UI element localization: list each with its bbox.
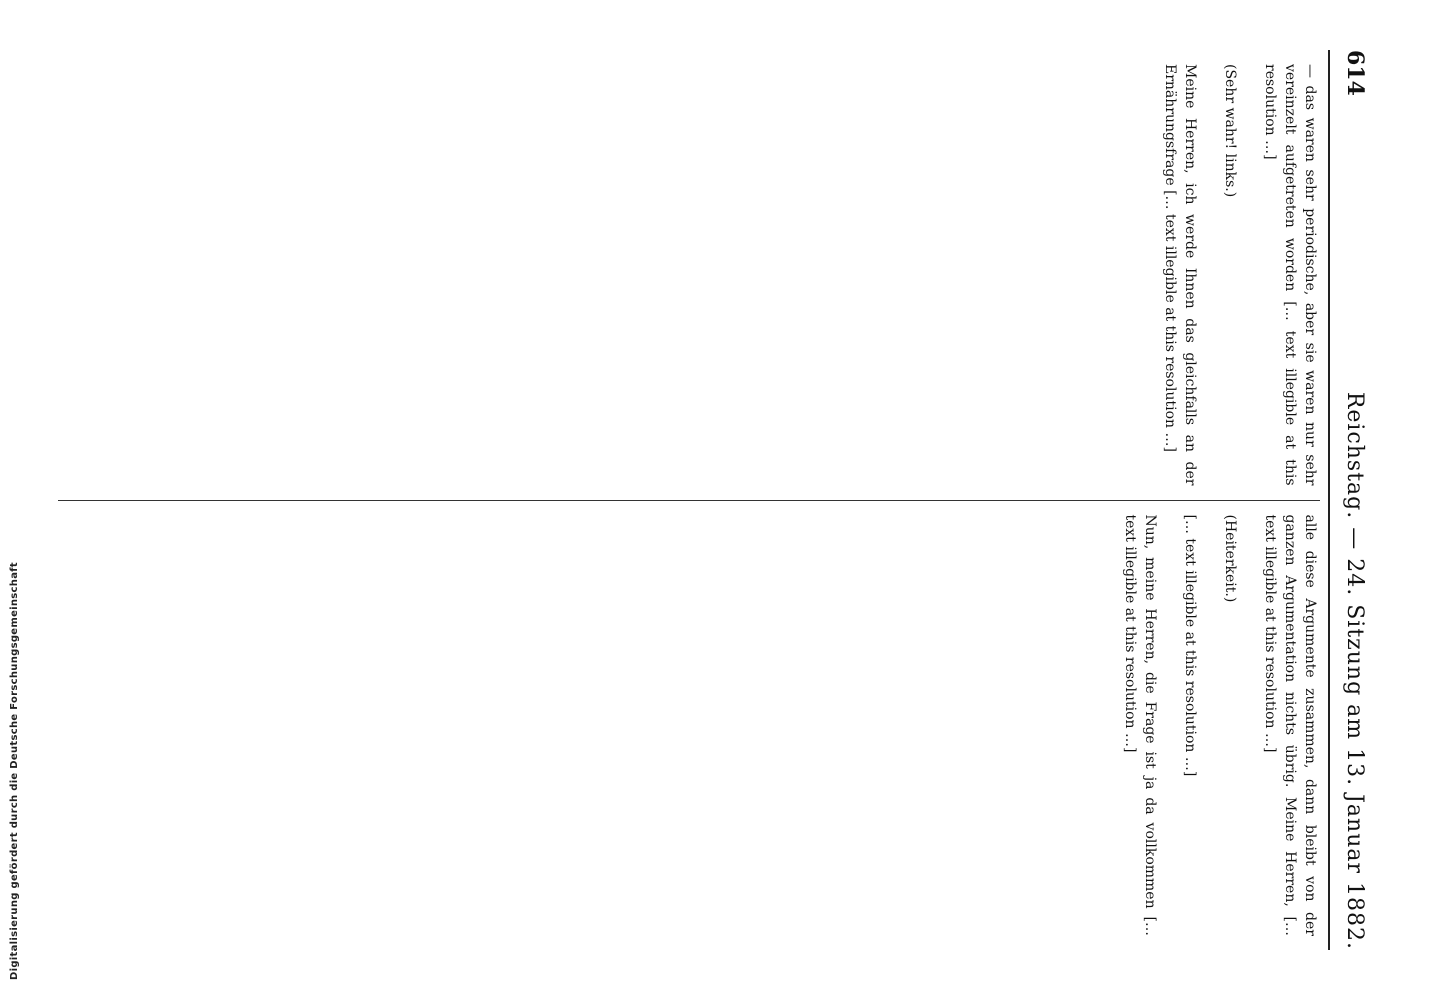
left-column: — das waren sehr periodische, aber sie waren nur sehr vereinzelt aufgetreten worden [… text illegible at this resolution …] (Sehr wahr! links.) Meine Herren, ich werde Ihnen das gleichfalls an der Ernährungsfrage [… text illegible at this resolution …] [1162, 64, 1318, 486]
text-columns [58, 50, 1320, 950]
page-header [1334, 50, 1368, 950]
digitization-credit [4, 20, 24, 980]
right-column: alle diese Argumente zusammen, dann bleibt von der ganzen Argumentation nichts übrig. Meine Herren, [… text illegible at this resolution …] (Heiterkeit.) [… text illegible at this resolution …] Nun, meine Herren, die Frage ist ja da vollkommen [… text illegible at this resolution …] [1122, 514, 1318, 936]
running-head: Reichstag. — 24. Sitzung am 13. Januar 1882. [1342, 391, 1367, 950]
digitization-credit-text: Digitalisierung gefördert durch die Deutsche Forschungsgemeinschaft [8, 562, 20, 980]
scanned-page [48, 30, 1378, 970]
header-rule [1328, 50, 1330, 950]
page-number: 614 [1342, 50, 1368, 96]
